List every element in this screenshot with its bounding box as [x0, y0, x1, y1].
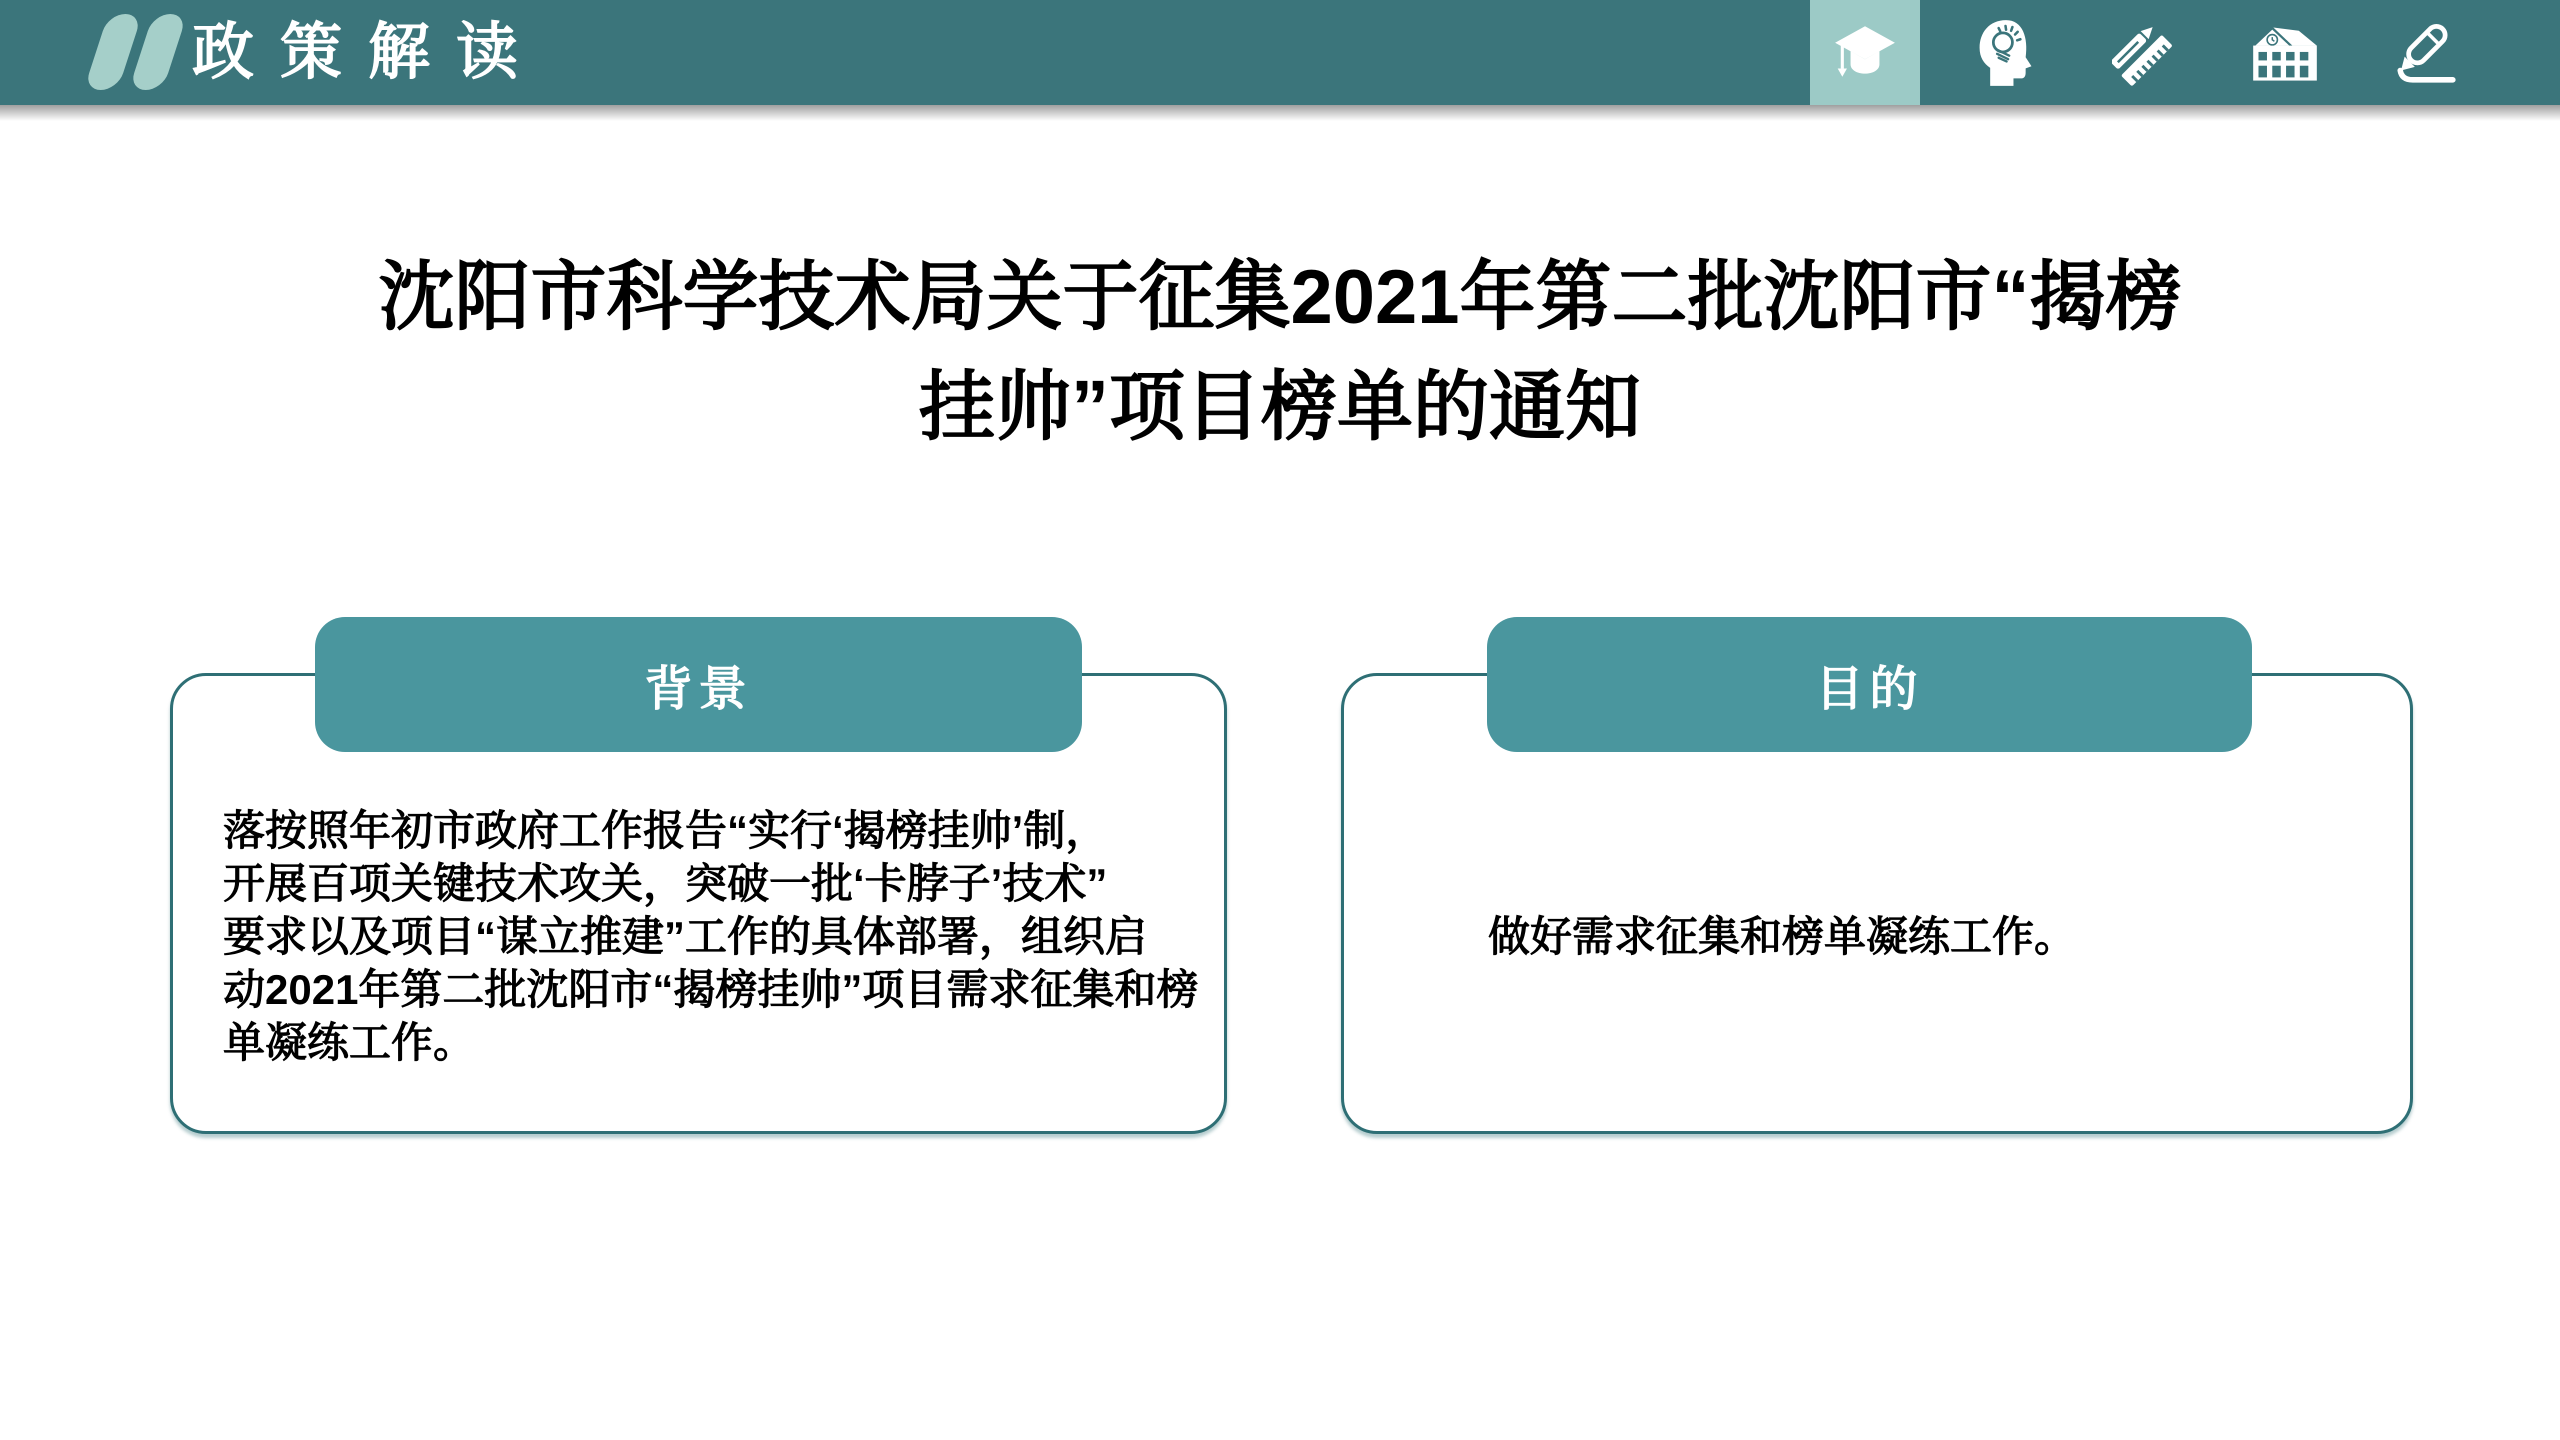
school-building-tab[interactable] [2230, 0, 2340, 105]
graduation-cap-tab[interactable] [1810, 0, 1920, 105]
background-card-body [223, 752, 1199, 1121]
school-building-icon [2250, 22, 2320, 84]
body-text-line: 动2021年第二批沈阳市“揭榜挂帅”项目需求征集和榜 [223, 966, 1199, 1013]
idea-head-tab[interactable] [1950, 0, 2060, 105]
idea-head-icon [1973, 17, 2037, 89]
purpose-card-tab: 目的 [1487, 617, 2252, 752]
pen-writing-tab[interactable] [2370, 0, 2480, 105]
page-title-line2: 挂帅”项目榜单的通知 [919, 365, 1641, 450]
background-card-tab: 背景 [315, 617, 1082, 752]
body-text-line: 要求以及项目“谋立推建”工作的具体部署，组织启 [223, 913, 1148, 960]
purpose-card-body [1404, 752, 2355, 1121]
header-title: 政策解读 [192, 18, 545, 87]
body-text-line: 落按照年初市政府工作报告“实行‘揭榜挂帅’制， [223, 807, 1108, 854]
header-drop-shadow [0, 105, 2560, 121]
double-slash-decoration [84, 14, 188, 90]
header-bar [0, 0, 2560, 105]
page-title [0, 243, 2560, 463]
body-text-line: 开展百项关键技术攻关，突破一批‘卡脖子’技术” [223, 860, 1108, 907]
pencil-ruler-icon [2112, 18, 2178, 88]
graduation-cap-icon [1832, 23, 1898, 83]
body-text-line: 单凝练工作。 [223, 1019, 476, 1066]
page-title-line1: 沈阳市科学技术局关于征集2021年第二批沈阳市“揭榜 [378, 255, 2182, 340]
pencil-ruler-tab[interactable] [2090, 0, 2200, 105]
header-icon-row [1810, 0, 2480, 105]
pen-writing-icon [2393, 20, 2457, 86]
body-text-paragraph: 做好需求征集和榜单凝练工作。 [1488, 913, 2077, 960]
